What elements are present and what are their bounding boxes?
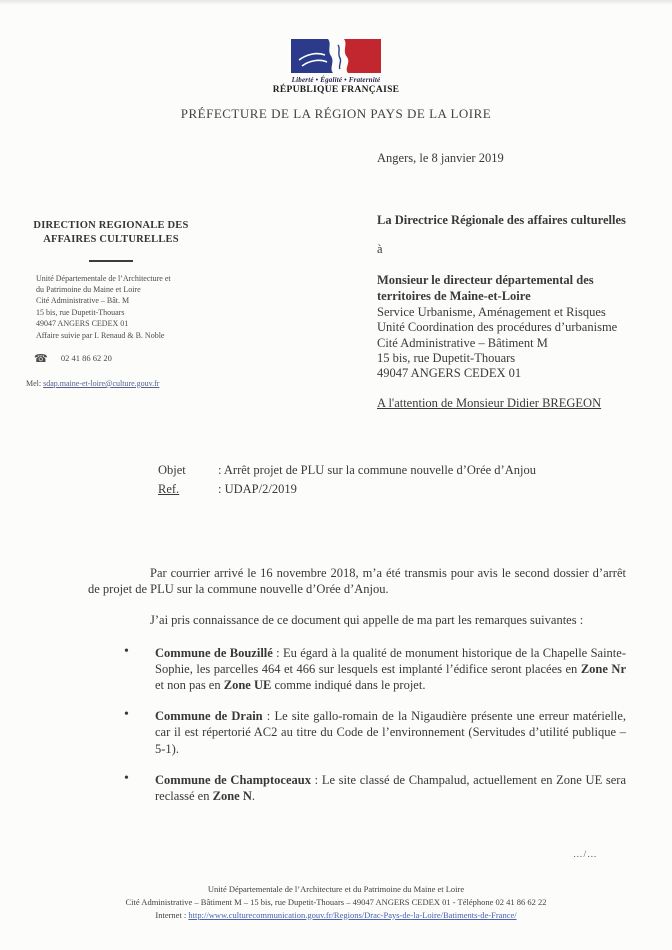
mail-label: Mel: [26, 378, 42, 388]
mail-row [26, 379, 202, 388]
attention-line: A l'attention de Monsieur Didier BREGEON [377, 396, 602, 411]
footer-internet-label: Internet : [155, 909, 189, 920]
recipient-address-line: Cité Administrative – Bâtiment M [377, 335, 548, 350]
remarks-list [88, 645, 626, 805]
from-title: La Directrice Régionale des affaires culturelles [377, 213, 626, 227]
continuation-mark: …/… [573, 850, 598, 860]
sender-address-line: Unité Départementale de l’Architecture et [36, 273, 171, 283]
bullet-bold-text: Zone N [212, 789, 252, 804]
prefecture-title: PRÉFECTURE DE LA RÉGION PAYS DE LA LOIRE [180, 106, 492, 121]
recipient-address-line: 15 bis, rue Dupetit-Thouars [377, 350, 516, 365]
sender-address-line: du Patrimoine du Maine et Loire [36, 285, 141, 295]
marianne-flag-icon [291, 39, 381, 73]
sender-address-line: Affaire suivie par I. Renaud & B. Noble [36, 330, 165, 340]
recipient-address-line: Service Urbanisme, Aménagement et Risques [377, 305, 606, 319]
divider [89, 260, 133, 262]
list-item-champtoceaux [88, 772, 626, 804]
phone-number: 02 41 86 62 20 [60, 352, 112, 363]
sender-title: DIRECTION REGIONALE DES AFFAIRES CULTURELLES [33, 220, 189, 245]
recipient-name: Monsieur le directeur départemental des territoires de Maine-et-Loire [377, 273, 594, 303]
logo-republic-text: RÉPUBLIQUE FRANÇAISE [272, 85, 400, 95]
bullet-title: Commune de Bouzillé [155, 645, 273, 660]
sender-address-line: Cité Administrative – Bât. M [36, 296, 130, 306]
bullet-text: . [251, 789, 255, 804]
sender-address-line: 49047 ANGERS CEDEX 01 [36, 319, 129, 329]
bullet-text: comme indiqué dans le projet. [271, 678, 426, 693]
bullet-bold-text: Zone UE [223, 678, 272, 693]
page-footer [0, 883, 672, 921]
paragraph-1: Par courrier arrivé le 16 novembre 2018, m’a été transmis pour avis le second dossier d’arrêt de projet de PLU sur la commune nouvelle d’Orée d’Anjou. [88, 566, 626, 597]
recipient-address-line: Unité Coordination des procédures d’urbanisme [377, 320, 618, 335]
ref-value: : UDAP/2/2019 [218, 481, 297, 496]
footer-line-1: Unité Départementale de l’Architecture et du Patrimoine du Maine et Loire [207, 884, 465, 894]
subject-block [158, 461, 536, 498]
sender-address [36, 273, 202, 341]
recipient-block [377, 212, 649, 411]
paragraph-2: J’ai pris connaissance de ce document qui appelle de ma part les remarques suivantes : [150, 613, 584, 628]
phone-icon: ☎ [34, 352, 48, 365]
recipient-address-line: 49047 ANGERS CEDEX 01 [377, 366, 522, 381]
bullet-title: Commune de Champtoceaux [155, 772, 311, 787]
to-word: à [377, 242, 383, 256]
objet-label: Objet [158, 463, 186, 477]
mail-link[interactable]: sdap.maine-et-loire@culture.gouv.fr [43, 378, 160, 388]
objet-value: : Arrêt projet de PLU sur la commune nouvelle d’Orée d’Anjou [218, 463, 536, 477]
list-item-bouzille [88, 645, 626, 694]
footer-url-link[interactable]: http://www.culturecommunication.gouv.fr/Regions/Drac-Pays-de-la-Loire/Batiments-de-France/ [188, 909, 517, 920]
bullet-text: : Eu égard à la qualité de monument historique de la Chapelle Sainte-Sophie, les parcelles 464 et 466 sur lesquels est implanté l’édifice seront placées en [155, 645, 626, 676]
bullet-text: et non pas en [155, 678, 224, 693]
footer-line-2: Cité Administrative – Bâtiment M – 15 bis, rue Dupetit-Thouars – 49047 ANGERS CEDEX 01 - Téléphone 02 41 86 62 22 [125, 896, 547, 907]
phone-row [34, 352, 202, 365]
bullet-text: : Le site classé de Champalud, actuellement en Zone UE sera reclassé en [155, 772, 627, 804]
sender-address-line: 15 bis, rue Dupetit-Thouars [36, 307, 125, 317]
dateline: Angers, le 8 janvier 2019 [377, 151, 504, 165]
bullet-bold-text: Zone Nr [580, 661, 626, 676]
ref-label: Ref. [158, 481, 180, 496]
bullet-text: : Le site gallo-romain de la Nigaudière présente une erreur matérielle, car il est répertorié AC2 au titre du Code de l’environnement (Servitudes d’utilité publique – 5-1). [155, 709, 626, 756]
sender-block [20, 219, 202, 388]
footer-line-3 [0, 909, 672, 922]
list-item-drain [88, 708, 626, 757]
ref-row [158, 480, 536, 499]
republique-francaise-logo [0, 39, 672, 95]
objet-row [158, 461, 536, 480]
letter-body [88, 565, 626, 804]
recipient-address [377, 305, 649, 381]
bullet-title: Commune de Drain [155, 709, 263, 724]
logo-motto: Liberté • Égalité • Fraternité [291, 76, 381, 84]
